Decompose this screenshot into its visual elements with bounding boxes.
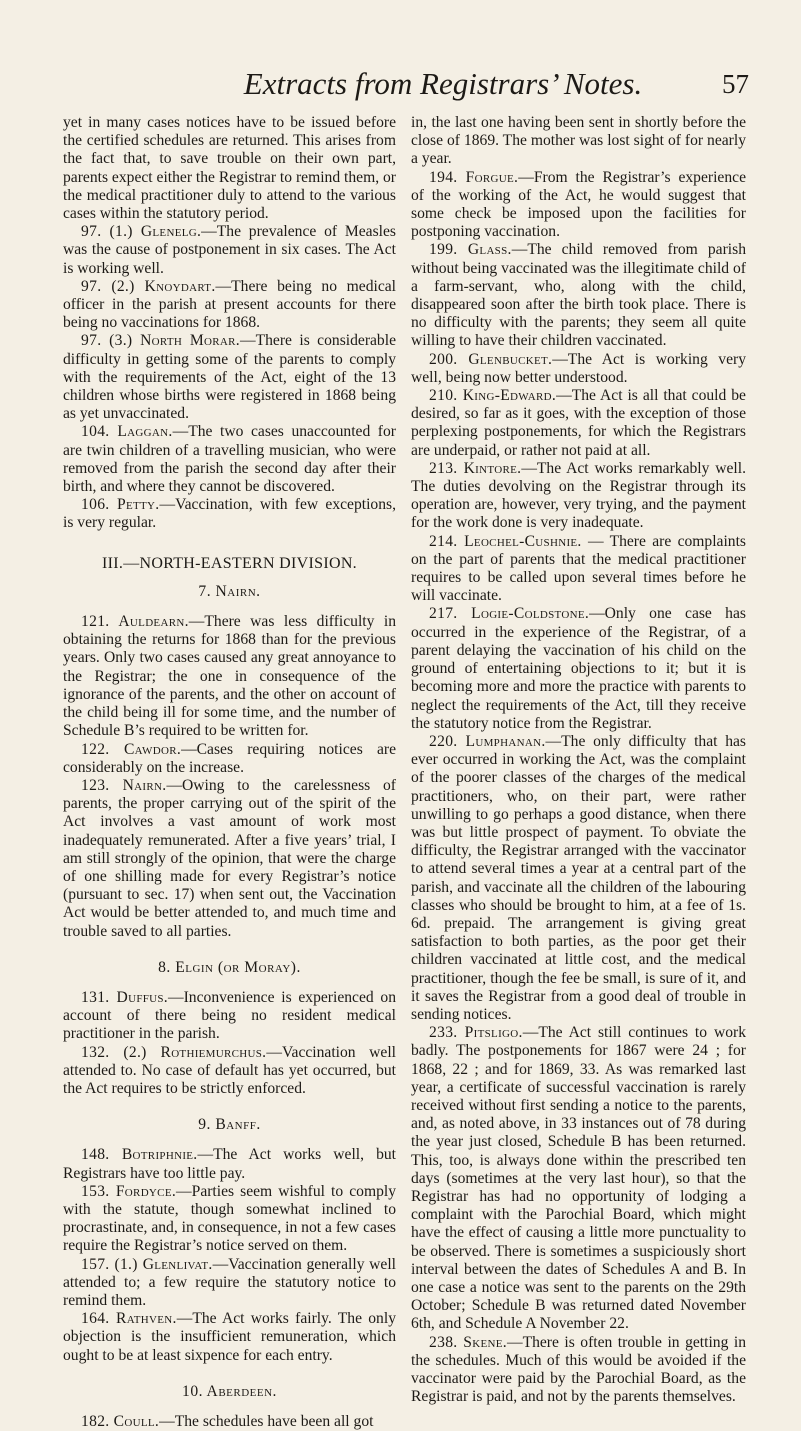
entry-label: 214. Leochel-Cushnie. [429,532,582,550]
entry-label: 233. Pitsligo. [429,1024,523,1042]
entry-paragraph: 217. Logie-Coldstone.—Only one case has occurred in the experience of the Registrar, of a parent delaying the vaccination of his child on the ground of entertaining objections to it; but it is becoming more and more the practice with parents to neglect the requirements of the Act, till they receive the statutory notice from the Registrar. [411,605,746,732]
entry-paragraph: 122. Cawdor.—Cases requiring notices are considerably on the increase. [63,740,396,776]
entry-paragraph: 97. (3.) North Morar.—There is considerable difficulty in getting some of the parents to comply with the requirements of the Act, eight of the 13 children whose births were registered in 1868 being as yet unvaccinated. [63,332,396,423]
entry-label: 97. (2.) Knoydart. [81,277,216,295]
entry-paragraph: 131. Duffus.—Inconvenience is experienced on account of there being no resident medical practitioner in the parish. [63,988,396,1043]
entry-paragraph: 220. Lumphanan.—The only difficulty that has ever occurred in working the Act, was the complaint of the poorer classes of the charges of the medical practitioners, who, on their part, were rather unwilling to go perhaps a good distance, when there was but little prospect of payment. To obviate the difficulty, the Registrar arranged with the vaccinator to attend several times a year at a central part of the parish, and vaccinate all the children of the labouring classes who should be brought to him, at a fee of 1s. 6d. prepaid. The arrangement is giving great satisfaction to both parties, as the poor get their children vaccinated at little cost, and the medical practitioner, though the fee be small, is sure of it, and it saves the Registrar from a good deal of trouble in sending notices. [411,732,746,1023]
division-heading: III.—NORTH-EASTERN DIVISION. [102,554,357,572]
entry-label: 182. Coull. [81,1413,160,1430]
entry-paragraph: 123. Nairn.—Owing to the carelessness of parents, the proper carrying out of the spirit of the Act involves a vast amount of work most inadequately remunerated. After a five years’ trial, I am still strongly of the opinion, that were the charge of one shilling made for every Registrar’s notice (pursuant to sec. 17) when sent out, the Vaccination Act would be better attended to, and much time and trouble saved to all parties. [63,776,396,940]
county-heading-elgin: 8. Elgin (or Moray). [158,958,301,976]
entry-label: 122. Cawdor. [81,740,182,758]
entry-label: 132. (2.) Rothiemurchus. [81,1043,267,1061]
entry-label: 148. Botriphnie. [81,1146,198,1164]
entry-label: 97. (1.) Glenelg. [81,223,202,241]
entry-label: 164. Rathven. [81,1310,177,1328]
right-column [411,114,746,1406]
entry-label: 199. Glass. [429,241,512,259]
entry-label: 217. Logie-Coldstone. [429,605,590,623]
running-title: Extracts from Registrars’ Notes. [243,66,643,101]
entry-label: 123. Nairn. [81,776,167,794]
entry-label: 121. Auldearn. [81,613,189,631]
entry-paragraph: 233. Pitsligo.—The Act still continues to work badly. The postponements for 1867 were 24 ; for 1868, 22 ; and for 1869, 33. As was remarked last year, a certificate of successful vaccination is rarely received without first sending a notice to the parents, and, as noted above, in 33 instances out of 78 during the year just closed, Schedule B has been returned. This, too, is always done within the prescribed ten days (sometimes at the very last hour), so that the Registrar has had no opportunity of lodging a complaint with the Parochial Board, which might have the effect of causing a little more punctuality to be observed. There is sometimes a suspiciously short interval between the dates of Schedules A and B. In one case a notice was sent to the parents on the 29th October; Schedule B was returned dated November 6th, and Schedule A November 22. [411,1024,746,1333]
entry-paragraph: 132. (2.) Rothiemurchus.—Vaccination well attended to. No case of default has yet occurred, but the Act requires to be strictly enforced. [63,1043,396,1097]
entry-paragraph: 106. Petty.—Vaccination, with few exceptions, is very regular. [63,496,396,532]
entry-paragraph: 200. Glenbucket.—The Act is working very well, being now better understood. [411,350,747,386]
entry-paragraph: 214. Leochel-Cushnie. — There are complaints on the part of parents that the medical practitioner requires to be called upon several times before he will vaccinate. [411,532,747,605]
entry-paragraph: 238. Skene.—There is often trouble in getting in the schedules. Much of this would be avoided if the vaccinator were paid by the Parochial Board, as the Registrar is paid, and not by the parents themselves. [411,1333,746,1406]
entry-label: 97. (3.) North Morar. [81,332,240,350]
entry-label: 104. Laggan. [81,423,173,441]
entry-paragraph: 104. Laggan.—The two cases unaccounted for are twin children of a travelling musician, who were removed from the parish the second day after their birth, and where they cannot be discovered. [63,423,396,496]
entry-paragraph: 213. Kintore.—The Act works remarkably well. The duties devolving on the Registrar through its operation are, however, very trying, and the payment for the work done is very inadequate. [411,459,746,532]
entry-paragraph: 97. (2.) Knoydart.—There being no medical officer in the parish at present accounts for there being no vaccinations for 1868. [63,277,396,332]
entry-paragraph: 121. Auldearn.—There was less difficulty in obtaining the returns for 1868 than for the previous years. Only two cases caused any great annoyance to the Registrar; the one in consequence of the ignorance of the parents, and the other on account of the child being ill for some time, and the number of Schedule B’s required to be written for. [63,613,396,740]
entry-paragraph: 164. Rathven.—The Act works fairly. The only objection is the insufficient remuneration, which ought to be at least sixpence for each entry. [63,1310,396,1364]
entry-label: 210. King-Edward. [429,387,557,405]
page-number: 57 [722,69,749,99]
entry-label: 153. Fordyce. [81,1182,177,1200]
page-header [0,64,801,104]
paragraph: yet in many cases notices have to be issued before the certified schedules are returned. This arises from the fact that, to save trouble on their own part, parents expect either the Registrar to remind them, or the medical practitioner duly to attend to the various cases within the statutory period. [63,114,396,223]
entry-label: 220. Lumphanan. [429,732,546,750]
entry-label: 157. (1.) Glenlivat. [81,1255,213,1273]
county-heading-nairn: 7. Nairn. [198,582,261,600]
county-heading-banff: 9. Banff. [198,1116,261,1134]
entry-label: 238. Skene. [429,1333,507,1351]
entry-label: 106. Petty. [81,496,160,514]
entry-paragraph: 97. (1.) Glenelg.—The prevalence of Measles was the cause of postponement in six cases. The Act is working well. [63,223,396,277]
entry-paragraph: 194. Forgue.—From the Registrar’s experience of the working of the Act, he would suggest that some check be imposed upon the facilities for postponing vaccination. [411,168,746,241]
entry-label: 131. Duffus. [81,988,169,1006]
entry-paragraph: 157. (1.) Glenlivat.—Vaccination generally well attended to; a few require the statutory notice to remind them. [63,1255,397,1309]
left-column [63,114,396,1431]
entry-paragraph: 199. Glass.—The child removed from parish without being vaccinated was the illegitimate child of a farm-servant, who, along with the child, disappeared soon after the birth took place. There is no difficulty with the parents; they seem all quite willing to have their children vaccinated. [411,241,746,350]
entry-label: 213. Kintore. [429,459,522,477]
entry-paragraph: 153. Fordyce.—Parties seem wishful to comply with the statute, though somewhat inclined to procrastinate, and, in consequence, in not a few cases require the Registrar’s notice served on them. [63,1182,397,1255]
entry-label: 200. Glenbucket. [429,350,553,368]
entry-paragraph: 182. Coull.—The schedules have been all got [81,1413,374,1430]
entry-paragraph: 210. King-Edward.—The Act is all that could be desired, so far as it goes, with the exception of those perplexing postponements, for which the Registrars are underpaid, or rather not paid at all. [411,387,746,459]
entry-paragraph: 148. Botriphnie.—The Act works well, but Registrars have too little pay. [63,1146,396,1182]
entry-label: 194. Forgue. [429,168,519,186]
paragraph: in, the last one having been sent in shortly before the close of 1869. The mother was lost sight of for nearly a year. [411,114,746,168]
county-heading-aberdeen: 10. Aberdeen. [182,1382,277,1400]
